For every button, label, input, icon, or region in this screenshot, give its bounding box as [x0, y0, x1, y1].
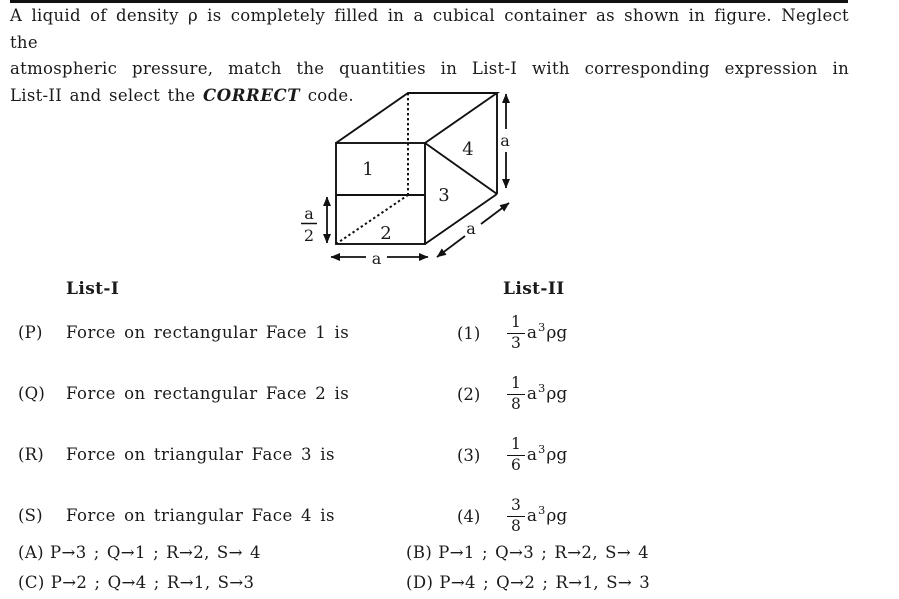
face-4-label: 4	[462, 139, 474, 160]
list1-text-p: Force on rectangular Face 1 is	[66, 323, 350, 342]
option-b	[406, 543, 649, 562]
fraction-1-numerator: 1	[507, 314, 525, 334]
list2-label-3: (3)	[457, 445, 481, 465]
expression-1-exponent: 3	[538, 320, 546, 334]
list1-text-s: Force on triangular Face 4 is	[66, 506, 336, 525]
correct-emphasis: CORRECT	[203, 85, 301, 105]
expression-1-base: a	[526, 323, 538, 343]
depth-dimension-label: a	[466, 219, 476, 238]
option-d-label: (D)	[406, 573, 434, 592]
expression-4-exponent: 3	[538, 503, 546, 517]
fraction-4	[507, 497, 525, 536]
expression-2	[526, 381, 568, 404]
list1-text-r: Force on triangular Face 3 is	[66, 445, 336, 464]
depth-dimension-arrow-upper	[481, 203, 509, 224]
fraction-2	[507, 375, 525, 414]
list1-row-r	[18, 445, 335, 464]
option-c-text: P→2 ; Q→4 ; R→1, S→3	[50, 573, 255, 592]
fraction-2-denominator: 8	[511, 394, 521, 413]
fraction-1-denominator: 3	[511, 333, 521, 352]
expression-4-tail: ρg	[546, 506, 568, 526]
list1-row-s	[18, 506, 335, 525]
option-a-text: P→3 ; Q→1 ; R→2, S→ 4	[50, 543, 261, 562]
list2-label-4: (4)	[457, 506, 481, 526]
top-face	[336, 93, 497, 143]
expression-4-base: a	[526, 506, 538, 526]
question-line-2: atmospheric pressure, match the quantities in List-I with corresponding expression in	[10, 59, 849, 78]
list2-row-4	[457, 492, 567, 540]
fraction-3	[507, 436, 525, 475]
list1-header: List-I	[66, 279, 120, 299]
option-b-label: (B)	[406, 543, 433, 562]
depth-dimension-arrow-lower	[437, 236, 465, 257]
list2-row-3	[457, 431, 567, 479]
side-face-diagonal	[425, 143, 497, 194]
left-dimension-numerator: a	[304, 204, 314, 223]
list1-text-q: Force on rectangular Face 2 is	[66, 384, 350, 403]
dimension-arrows	[301, 94, 509, 257]
list1-row-p	[18, 323, 349, 342]
list1-label-s: (S)	[18, 506, 43, 525]
fraction-2-numerator: 1	[507, 375, 525, 395]
bottom-dimension-label: a	[371, 249, 382, 268]
fraction-4-numerator: 3	[507, 497, 525, 517]
question-line-1: A liquid of density ρ is completely filled in a cubical container as shown in figure. Neglect the	[10, 6, 849, 52]
option-a	[18, 543, 261, 562]
list2-header: List-II	[503, 279, 565, 299]
cube-figure	[280, 85, 525, 270]
list1-label-p: (P)	[18, 323, 43, 342]
list2-row-1	[457, 309, 567, 357]
expression-4	[526, 503, 568, 526]
expression-1	[526, 320, 568, 343]
expression-1-tail: ρg	[546, 323, 568, 343]
list1-row-q	[18, 384, 349, 403]
question-line-3-pre: List-II and select the	[10, 85, 204, 105]
expression-2-base: a	[526, 384, 538, 404]
list2-row-2	[457, 370, 567, 418]
option-d	[406, 573, 650, 592]
hidden-bottom-edge	[336, 195, 408, 244]
expression-3	[526, 442, 568, 465]
list1-label-r: (R)	[18, 445, 44, 464]
expression-2-tail: ρg	[546, 384, 568, 404]
fraction-3-denominator: 6	[511, 455, 521, 474]
left-dimension-denominator: 2	[303, 226, 315, 245]
option-c-label: (C)	[18, 573, 45, 592]
question-line-3-post: code.	[300, 85, 354, 105]
right-dimension-label: a	[500, 131, 510, 150]
fraction-4-denominator: 8	[511, 516, 521, 535]
face-3-label: 3	[438, 185, 450, 206]
face-2-label: 2	[380, 223, 392, 244]
list2-label-1: (1)	[457, 323, 481, 343]
option-b-text: P→1 ; Q→3 ; R→2, S→ 4	[438, 543, 650, 562]
expression-3-exponent: 3	[538, 442, 546, 456]
option-a-label: (A)	[18, 543, 44, 562]
fraction-3-numerator: 1	[507, 436, 525, 456]
expression-3-base: a	[526, 445, 538, 465]
option-d-text: P→4 ; Q→2 ; R→1, S→ 3	[439, 573, 651, 592]
fraction-1	[507, 314, 525, 353]
list2-label-2: (2)	[457, 384, 481, 404]
face-1-label: 1	[362, 159, 374, 180]
expression-2-exponent: 3	[538, 381, 546, 395]
list1-label-q: (Q)	[18, 384, 46, 403]
expression-3-tail: ρg	[546, 445, 568, 465]
option-c	[18, 573, 254, 592]
